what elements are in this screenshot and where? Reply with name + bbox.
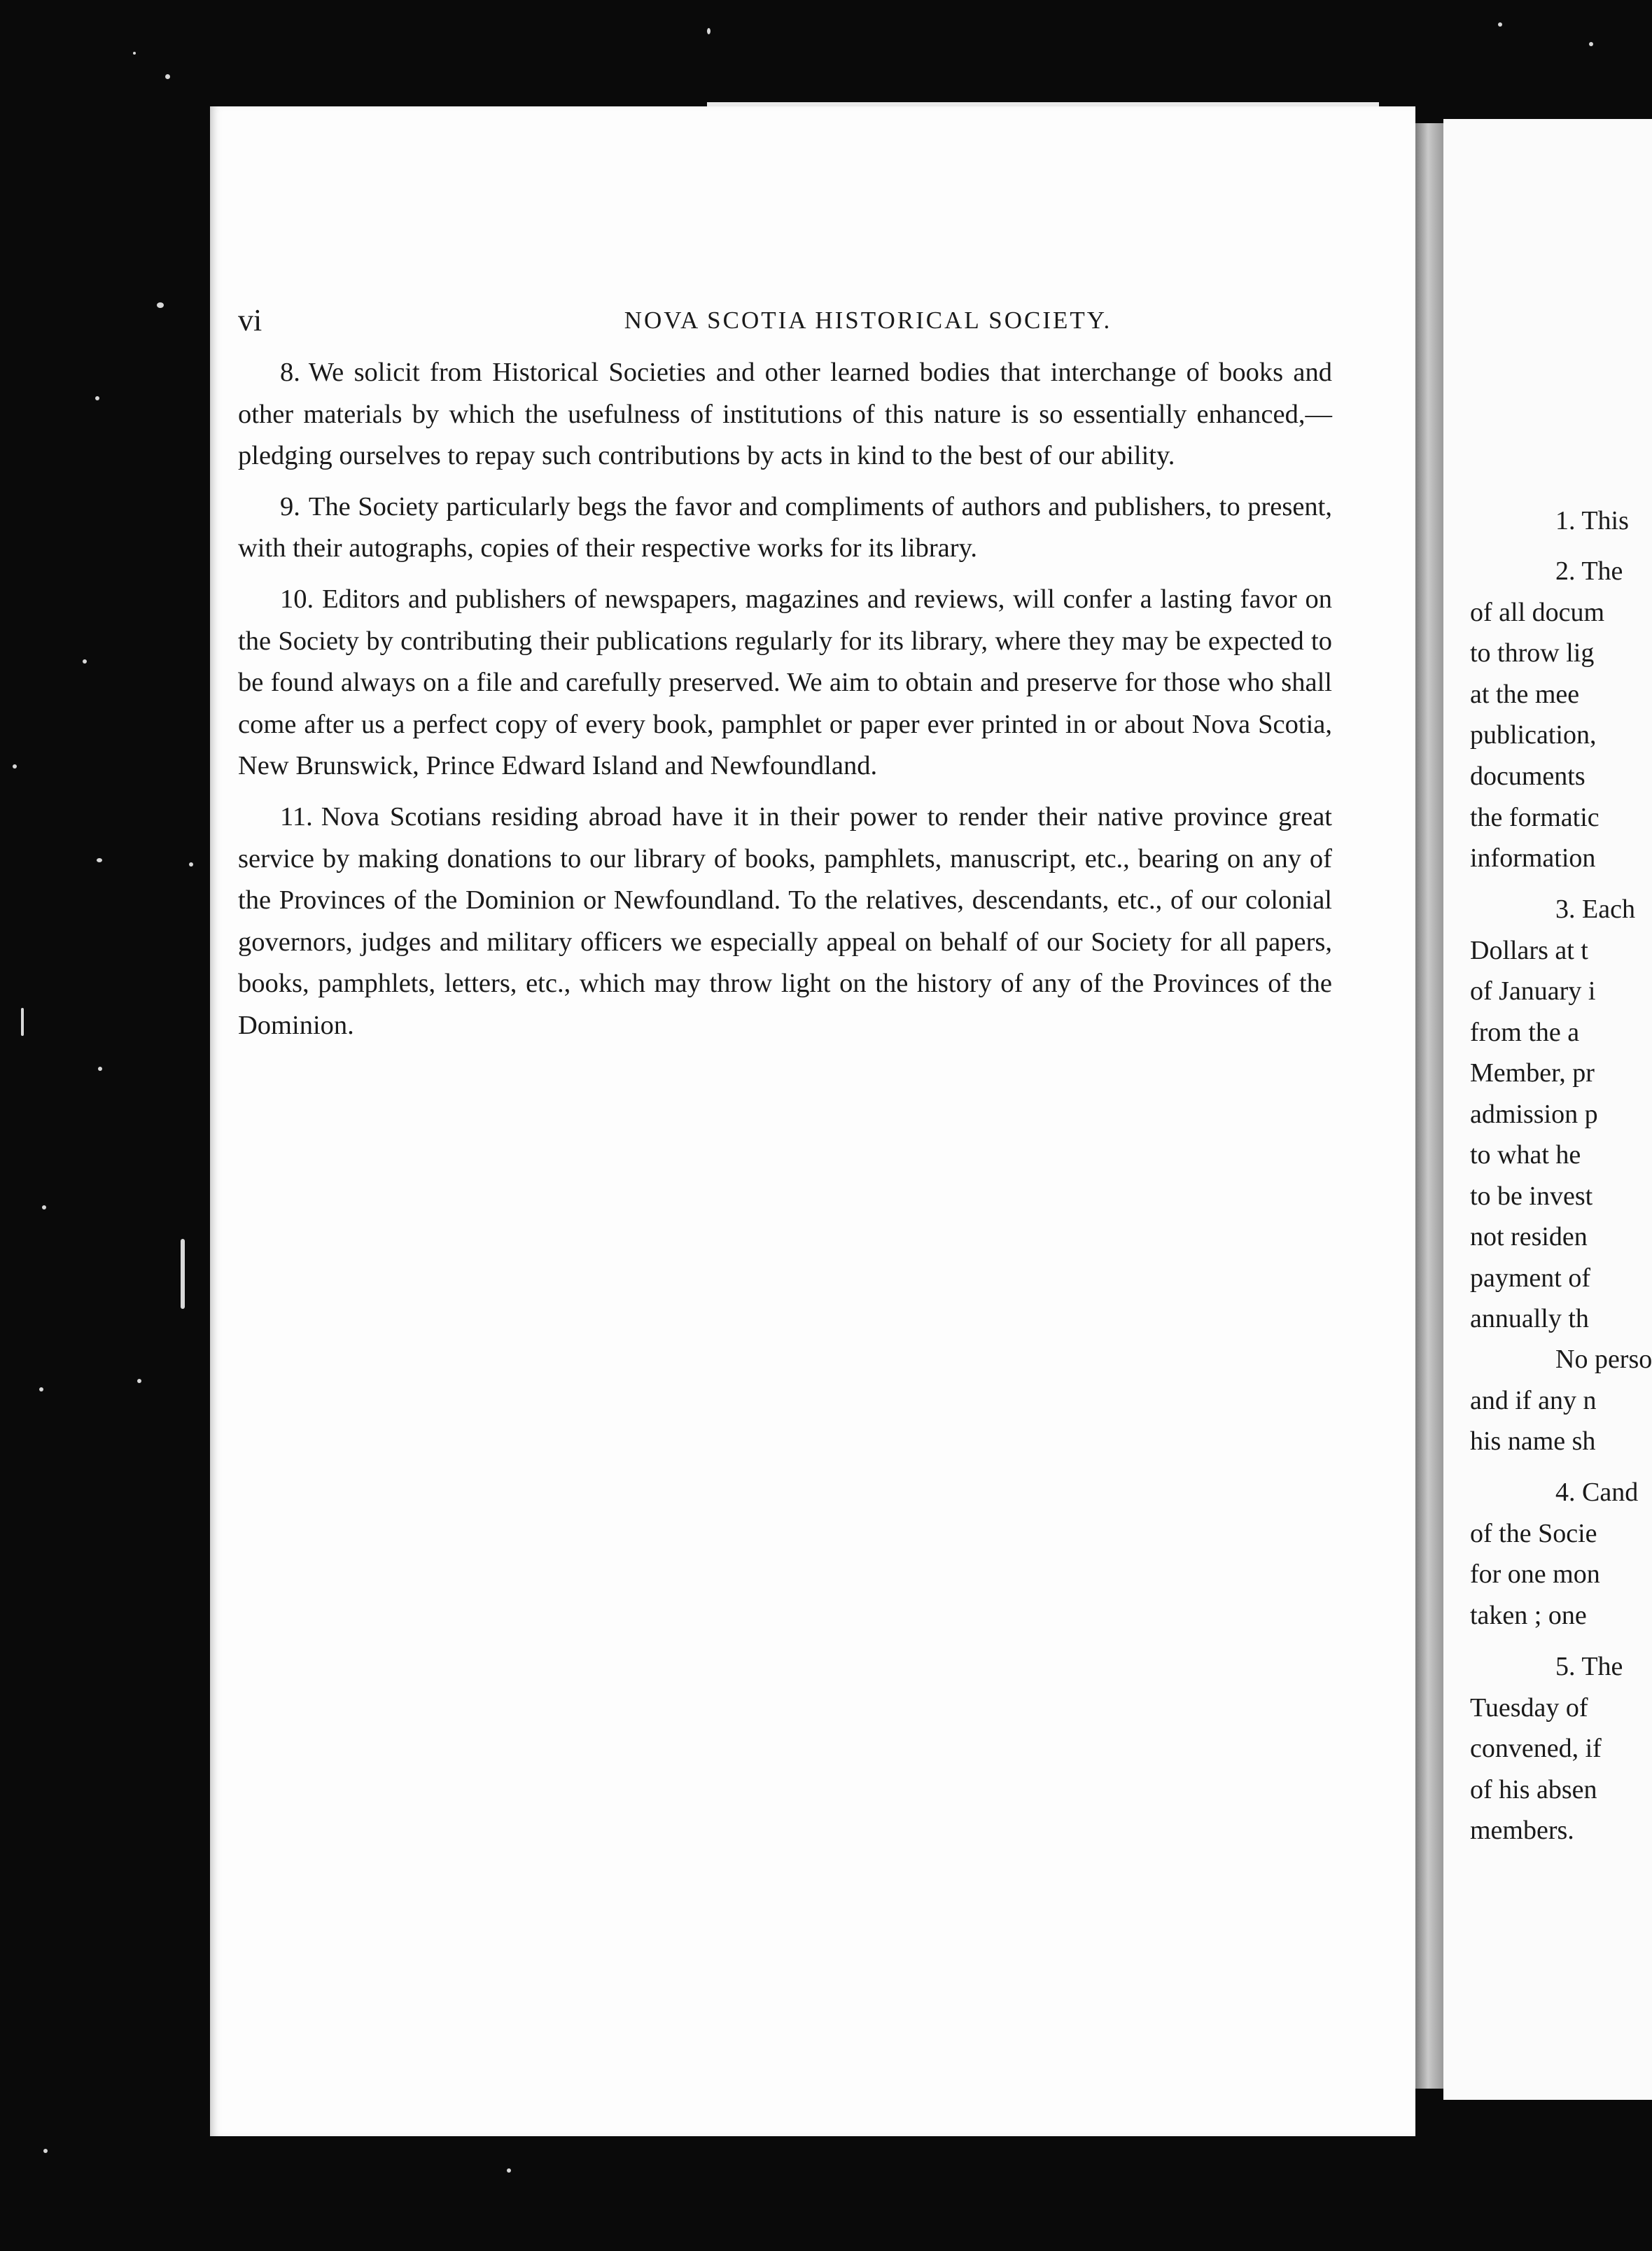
right-page-line: his name sh — [1470, 1426, 1596, 1456]
scan-speck — [157, 302, 164, 308]
page-number: vi — [238, 303, 262, 337]
right-page-line: taken ; one — [1470, 1601, 1587, 1630]
right-page-line: of January i — [1470, 976, 1596, 1006]
paragraph-11 — [238, 797, 1332, 1047]
scan-speck — [189, 862, 193, 867]
right-page-line: admission p — [1470, 1100, 1598, 1129]
right-page-line: members. — [1470, 1816, 1574, 1845]
scan-speck — [507, 2168, 511, 2173]
right-page-line: documents — [1470, 762, 1586, 791]
running-head: NOVA SCOTIA HISTORICAL SOCIETY. — [624, 307, 1112, 334]
right-page-line: No perso — [1555, 1345, 1652, 1374]
scan-speck — [181, 1239, 185, 1309]
scan-speck — [133, 52, 136, 55]
paragraph-9 — [238, 486, 1332, 570]
scan-speck — [83, 659, 87, 664]
right-page-line: from the a — [1470, 1018, 1580, 1047]
scan-speck — [42, 1205, 46, 1209]
scan-speck — [1589, 42, 1593, 46]
scan-speck — [165, 74, 170, 79]
scan-speck — [97, 858, 102, 862]
right-page-line: to throw lig — [1470, 638, 1595, 668]
right-page-line: payment of — [1470, 1263, 1591, 1293]
scan-speck — [98, 1067, 102, 1071]
right-page-line: of the Socie — [1470, 1519, 1597, 1548]
scan-speck — [39, 1387, 43, 1391]
paragraph-text: Nova Scotians residing abroad have it in their power to render their native province great service by making donations to our library of books, pamphlets, manuscript, etc., bearing on any of the Provinces of the Dominion or Newfoundland. To the relatives, descendants, etc., of our colonial governors, judges and military officers we especially appeal on behalf of our Society for all papers, books, pamphlets, letters, etc., which may throw light on the history of any of the Provinces of the Dominion. — [238, 801, 1332, 1040]
page-header — [238, 300, 1330, 342]
book-gutter — [1415, 123, 1443, 2089]
scan-speck — [13, 764, 17, 769]
paragraph-10 — [238, 579, 1332, 787]
right-page-line: to be invest — [1470, 1181, 1593, 1211]
right-page-line: of all docum — [1470, 598, 1605, 627]
scan-speck — [95, 396, 99, 400]
right-page-line: 4. Cand — [1555, 1478, 1639, 1507]
scan-speck — [1498, 22, 1502, 27]
right-page-line: 3. Each — [1555, 895, 1635, 924]
right-page-line: not residen — [1470, 1222, 1588, 1251]
paragraph-text: We solicit from Historical Societies and other learned bodies that interchange of books and other materials by which the usefulness of institutions of this nature is so essentially enhanced,— pledging ourselves to repay such contributions by acts in kind to the best of our ability. — [238, 358, 1332, 471]
right-page-line: Dollars at t — [1470, 936, 1588, 965]
scan-speck — [43, 2149, 48, 2153]
right-page-line: at the mee — [1470, 680, 1580, 709]
right-page-line: convened, if — [1470, 1734, 1602, 1763]
main-text — [238, 352, 1332, 1056]
right-page-line: Tuesday of — [1470, 1693, 1588, 1723]
paragraph-number: 11. — [280, 801, 313, 832]
right-page-line: 5. The — [1555, 1652, 1623, 1681]
scan-speck — [21, 1008, 24, 1036]
right-page-line: 2. The — [1555, 556, 1623, 586]
scan-speck — [707, 28, 710, 34]
right-page-line: and if any n — [1470, 1386, 1597, 1415]
paragraph-number: 10. — [280, 584, 314, 614]
right-page-line: of his absen — [1470, 1775, 1597, 1804]
paragraph-8 — [238, 352, 1332, 477]
right-page-line: publication, — [1470, 720, 1597, 750]
scan-speck — [137, 1379, 141, 1383]
right-page-line: 1. This — [1555, 506, 1629, 535]
right-page-line: Member, pr — [1470, 1058, 1595, 1088]
right-page-line: to what he — [1470, 1140, 1581, 1170]
right-page-line: the formatic — [1470, 803, 1600, 832]
paragraph-text: The Society particularly begs the favor and compliments of authors and publishers, to present, with their autographs, copies of their respective works for its library. — [238, 491, 1332, 563]
paragraph-number: 8. — [280, 358, 300, 387]
right-page-line: information — [1470, 843, 1596, 873]
paragraph-text: Editors and publishers of newspapers, magazines and reviews, will confer a lasting favor on the Society by contributing their publications regularly for its library, where they may be expected to be found always on a file and carefully preserved. We aim to obtain and preserve for those who shall come after us a perfect copy of every book, pamphlet or paper ever printed in or about Nova Scotia, New Brunswick, Prince Edward Island and Newfoundland. — [238, 584, 1332, 781]
right-page-line: for one mon — [1470, 1559, 1600, 1589]
right-page-line: annually th — [1470, 1304, 1589, 1333]
paragraph-number: 9. — [280, 491, 300, 521]
